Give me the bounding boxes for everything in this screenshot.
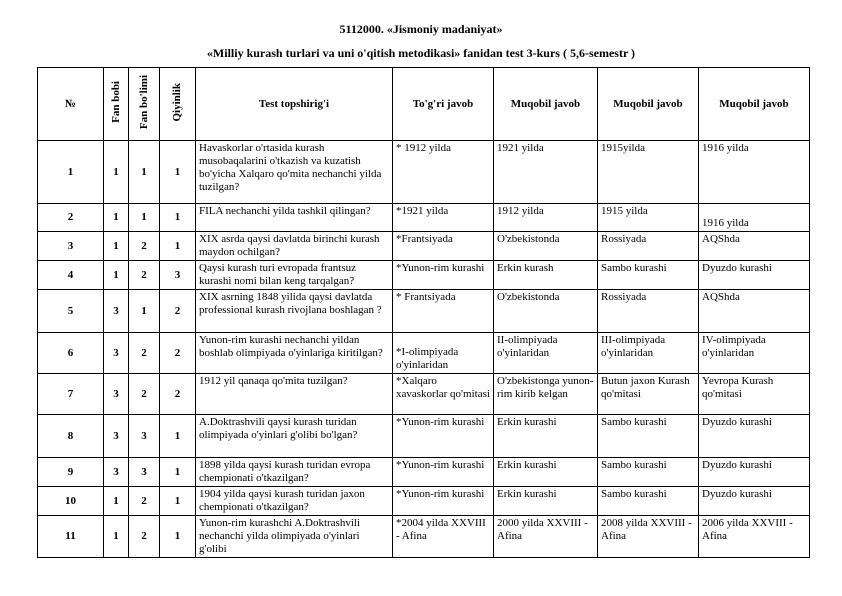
table-row [38,261,810,290]
col-header-alt-answer-3: Muqobil javob [699,68,810,141]
alt-answer-1-cell: Erkin kurash [494,261,598,290]
qiyinlik-cell: 2 [160,333,196,374]
col-header-fan-bobi [104,68,129,141]
fan-bobi-cell: 3 [104,290,129,333]
alt-answer-2-cell: Sambo kurashi [598,487,699,516]
col-header-fan-bolimi-label: Fan bo'limi [137,74,150,130]
alt-answer-3-cell: 1916 yilda [699,204,810,232]
alt-answer-3-cell: Dyuzdo kurashi [699,261,810,290]
header-row [38,68,810,141]
fan-bolimi-cell: 2 [129,333,160,374]
table-row [38,141,810,204]
qiyinlik-cell: 1 [160,415,196,458]
alt-answer-1-cell: 1912 yilda [494,204,598,232]
fan-bobi-cell: 3 [104,374,129,415]
fan-bolimi-cell: 1 [129,141,160,204]
correct-answer-cell: *2004 yilda XXVIII - Afina [393,516,494,558]
fan-bobi-cell: 1 [104,232,129,261]
table-row [38,374,810,415]
alt-answer-3-cell: Dyuzdo kurashi [699,487,810,516]
document-subtitle: «Milliy kurash turlari va uni o'qitish metodikasi» fanidan test 3-kurs ( 5,6-semestr ) [206,46,636,60]
col-header-qiyinlik [160,68,196,141]
alt-answer-2-cell: 1915 yilda [598,204,699,232]
alt-answer-2-cell: Sambo kurashi [598,415,699,458]
question-cell: Qaysi kurash turi evropada frantsuz kurashi nomi bilan keng tarqalgan? [196,261,393,290]
alt-answer-2-cell: Butun jaxon Kurash qo'mitasi [598,374,699,415]
alt-answer-2-cell: Rossiyada [598,232,699,261]
fan-bolimi-cell: 2 [129,232,160,261]
col-header-number: № [38,68,104,141]
col-header-question: Test topshirig'i [196,68,393,141]
alt-answer-1-cell: 1921 yilda [494,141,598,204]
alt-answer-3-cell: 1916 yilda [699,141,810,204]
col-header-qiyinlik-label: Qiyinlik [171,82,183,122]
correct-answer-cell: * 1912 yilda [393,141,494,204]
question-cell: 1904 yilda qaysi kurash turidan jaxon chempionati o'tkazilgan? [196,487,393,516]
question-cell: Yunon-rim kurashi nechanchi yildan boshlab olimpiyada o'yinlariga kiritilgan? [196,333,393,374]
fan-bolimi-cell: 3 [129,458,160,487]
fan-bolimi-cell: 1 [129,290,160,333]
fan-bobi-cell: 3 [104,458,129,487]
qiyinlik-cell: 2 [160,374,196,415]
alt-answer-1-cell: Erkin kurashi [494,487,598,516]
alt-answer-3-cell: AQShda [699,290,810,333]
col-header-fan-bolimi [129,68,160,141]
row-number-cell: 6 [38,333,104,374]
qiyinlik-cell: 2 [160,290,196,333]
alt-answer-2-cell: 1915yilda [598,141,699,204]
alt-answer-2-cell: Sambo kurashi [598,261,699,290]
alt-answer-3-cell: 2006 yilda XXVIII - Afina [699,516,810,558]
qiyinlik-cell: 1 [160,232,196,261]
table-row [38,232,810,261]
alt-answer-3-cell: AQShda [699,232,810,261]
alt-answer-2-cell: Rossiyada [598,290,699,333]
col-header-alt-answer-2: Muqobil javob [598,68,699,141]
table-row [38,458,810,487]
qiyinlik-cell: 1 [160,204,196,232]
correct-answer-cell: *1921 yilda [393,204,494,232]
fan-bobi-cell: 1 [104,516,129,558]
row-number-cell: 3 [38,232,104,261]
fan-bobi-cell: 1 [104,261,129,290]
alt-answer-1-cell: II-olimpiyada o'yinlaridan [494,333,598,374]
question-cell: Yunon-rim kurashchi A.Doktrashvili nechanchi yilda olimpiyada o'yinlari g'olibi [196,516,393,558]
fan-bobi-cell: 3 [104,415,129,458]
document-title: 5112000. «Jismoniy madaniyat» [339,22,503,36]
fan-bobi-cell: 3 [104,333,129,374]
correct-answer-cell: *Yunon-rim kurashi [393,458,494,487]
question-cell: A.Doktrashvili qaysi kurash turidan olimpiyada o'yinlari g'olibi bo'lgan? [196,415,393,458]
row-number-cell: 8 [38,415,104,458]
table-row [38,333,810,374]
qiyinlik-cell: 1 [160,516,196,558]
test-table [37,67,810,558]
question-cell: 1912 yil qanaqa qo'mita tuzilgan? [196,374,393,415]
table-row [38,204,810,232]
row-number-cell: 4 [38,261,104,290]
alt-answer-1-cell: 2000 yilda XXVIII - Afina [494,516,598,558]
row-number-cell: 5 [38,290,104,333]
qiyinlik-cell: 3 [160,261,196,290]
question-cell: FILA nechanchi yilda tashkil qilingan? [196,204,393,232]
fan-bolimi-cell: 2 [129,516,160,558]
fan-bolimi-cell: 2 [129,374,160,415]
question-cell: Havaskorlar o'rtasida kurash musobaqalarini o'tkazish va kuzatish bo'yicha Xalqaro qo'mita nechanchi yilda tuzilgan? [196,141,393,204]
correct-answer-cell: * Frantsiyada [393,290,494,333]
col-header-alt-answer-1: Muqobil javob [494,68,598,141]
alt-answer-2-cell: III-olimpiyada o'yinlaridan [598,333,699,374]
fan-bolimi-cell: 2 [129,261,160,290]
alt-answer-1-cell: Erkin kurashi [494,415,598,458]
alt-answer-1-cell: O'zbekistonda [494,290,598,333]
table-row [38,415,810,458]
row-number-cell: 1 [38,141,104,204]
alt-answer-3-cell: Dyuzdo kurashi [699,458,810,487]
alt-answer-2-cell: 2008 yilda XXVIII - Afina [598,516,699,558]
correct-answer-cell: *Yunon-rim kurashi [393,487,494,516]
table-row [38,290,810,333]
qiyinlik-cell: 1 [160,458,196,487]
correct-answer-cell: *Yunon-rim kurashi [393,261,494,290]
col-header-correct-answer: To'g'ri javob [393,68,494,141]
question-cell: XIX asrning 1848 yilida qaysi davlatda professional kurash rivojlana boshlagan ? [196,290,393,333]
fan-bolimi-cell: 3 [129,415,160,458]
alt-answer-1-cell: O'zbekistonda [494,232,598,261]
col-header-fan-bobi-label: Fan bobi [109,81,122,123]
alt-answer-3-cell: Dyuzdo kurashi [699,415,810,458]
fan-bobi-cell: 1 [104,487,129,516]
correct-answer-cell: *I-olimpiyada o'yinlaridan [393,333,494,374]
row-number-cell: 7 [38,374,104,415]
question-cell: 1898 yilda qaysi kurash turidan evropa chempionati o'tkazilgan? [196,458,393,487]
fan-bolimi-cell: 1 [129,204,160,232]
question-cell: XIX asrda qaysi davlatda birinchi kurash maydon ochilgan? [196,232,393,261]
row-number-cell: 10 [38,487,104,516]
table-row [38,487,810,516]
correct-answer-cell: *Frantsiyada [393,232,494,261]
correct-answer-cell: *Yunon-rim kurashi [393,415,494,458]
row-number-cell: 2 [38,204,104,232]
alt-answer-1-cell: Erkin kurashi [494,458,598,487]
correct-answer-cell: *Xalqaro xavaskorlar qo'mitasi [393,374,494,415]
qiyinlik-cell: 1 [160,487,196,516]
alt-answer-1-cell: O'zbekistonga yunon-rim kirib kelgan [494,374,598,415]
alt-answer-3-cell: IV-olimpiyada o'yinlaridan [699,333,810,374]
fan-bolimi-cell: 2 [129,487,160,516]
row-number-cell: 9 [38,458,104,487]
qiyinlik-cell: 1 [160,141,196,204]
fan-bobi-cell: 1 [104,141,129,204]
table-row [38,516,810,558]
row-number-cell: 11 [38,516,104,558]
alt-answer-2-cell: Sambo kurashi [598,458,699,487]
fan-bobi-cell: 1 [104,204,129,232]
alt-answer-3-cell: Yevropa Kurash qo'mitasi [699,374,810,415]
